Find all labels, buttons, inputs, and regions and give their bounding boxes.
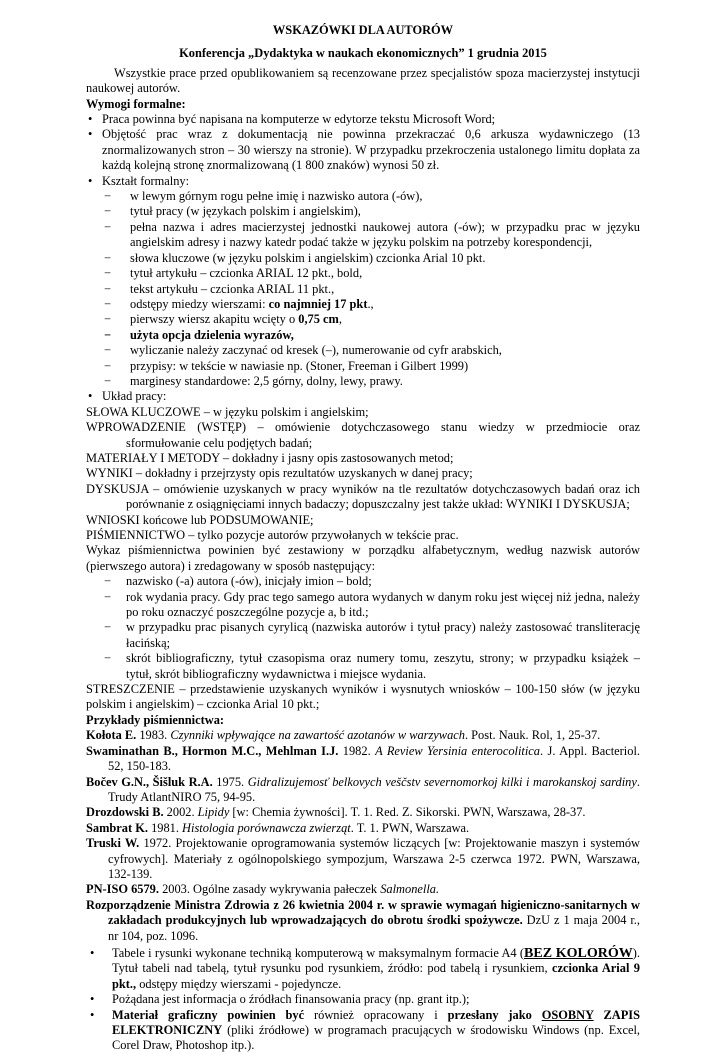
list-item: − pełna nazwa i adres macierzystej jednostki naukowej autora (-ów); w przypadku prac w języku angielskim adresy i nazwy katedr podać także w języku polskim na potrzeby korespondencji,	[86, 220, 640, 251]
formal-shape-list	[86, 189, 640, 389]
formal-requirements-heading: Wymogi formalne:	[86, 96, 186, 111]
list-item: − nazwisko (-a) autora (-ów), inicjały imion – bold;	[86, 574, 640, 589]
list-item: − pierwszy wiersz akapitu wcięty o 0,75 cm,	[86, 312, 640, 327]
list-item: • Tabele i rysunki wykonane techniką komputerową w maksymalnym formacie A4 (BEZ KOLORÓW). Tytuł tabeli nad tabelą, tytuł rysunku pod rysunkiem, źródło: pod tabelą i rysunkiem, czcionka Arial 9 pkt., odstępy między wierszami - pojedyncze.	[86, 946, 640, 992]
layout-introduction: WPROWADZENIE (WSTĘP) – omówienie dotychczasowego stanu wiedzy w przedmiocie oraz sformułowanie celu podjętych badań;	[86, 420, 640, 450]
formal-shape-label: Kształt formalny:	[102, 173, 190, 188]
list-item: − skrót bibliograficzny, tytuł czasopisma oraz numery tomu, zeszytu, strony; w przypadku książek – tytuł, skrót bibliograficzny wydawnictwa i miejsce wydania.	[86, 651, 640, 682]
final-requirements-list	[86, 946, 640, 1054]
list-item: − w przypadku prac pisanych cyrylicą (nazwiska autorów i tytuł pracy) należy zastosować transliterację łacińską;	[86, 620, 640, 651]
layout-abstract: STRESZCZENIE – przedstawienie uzyskanych wyników i wysnutych wniosków – 100-150 słów (w języku polskim i angielskim) – czcionka Arial 10 pkt.;	[86, 682, 640, 712]
list-item: • Praca powinna być napisana na komputerze w edytorze tekstu Microsoft Word;	[86, 112, 640, 127]
reference-entry: Swaminathan B., Hormon M.C., Mehlman I.J. 1982. A Review Yersinia enterocolitica. J. Appl. Bacteriol. 52, 150-183.	[86, 743, 640, 774]
list-item: − przypisy: w tekście w nawiasie np. (Stoner, Freeman i Gilbert 1999)	[86, 359, 640, 374]
reference-entry: Truski W. 1972. Projektowanie oprogramowania systemów liczących [w: Projektowanie maszyn i systemów cyfrowych]. Materiały z ogólnopolskiego sympozjum, Warszawa 2-5 czerwca 1972. PWN, Warszawa, 132-139.	[86, 836, 640, 881]
list-item: − marginesy standardowe: 2,5 górny, dolny, lewy, prawy.	[86, 374, 640, 389]
references-instructions: Wykaz piśmiennictwa powinien być zestawiony w porządku alfabetycznym, według nazwisk autorów (pierwszego autora) i zredagowany w sposób następujący:	[86, 543, 640, 573]
list-item: − w lewym górnym rogu pełne imię i nazwisko autora (-ów),	[86, 189, 640, 204]
reference-entry: Bočev G.N., Šišluk R.A. 1975. Gidralizujemosť belkovych veščstv severnomorkoj kilki i marokanskoj sardiny. Trudy AtlantNIRO 75, 94-95.	[86, 774, 640, 804]
examples-heading: Przykłady piśmiennictwa:	[86, 712, 225, 727]
reference-entry: Drozdowski B. 2002. Lipidy [w: Chemia żywności]. T. 1. Red. Z. Sikorski. PWN, Warszawa, 28-37.	[86, 805, 586, 820]
formal-requirements-list	[86, 112, 640, 405]
list-item: − odstępy miedzy wierszami: co najmniej 17 pkt.,	[86, 297, 640, 312]
list-item: − tytuł pracy (w językach polskim i angielskim),	[86, 204, 640, 219]
list-item: • Pożądana jest informacja o źródłach finansowania pracy (np. grant itp.);	[86, 992, 640, 1007]
list-item: − wyliczanie należy zaczynać od kresek (–), numerowanie od cyfr arabskich,	[86, 343, 640, 358]
references-format-list	[86, 574, 640, 682]
reference-entry: Kołota E. 1983. Czynniki wpływające na zawartość azotanów w warzywach. Post. Nauk. Rol, 1, 25-37.	[86, 728, 601, 743]
layout-keywords: SŁOWA KLUCZOWE – w języku polskim i angielskim;	[86, 404, 369, 419]
reference-entry: PN-ISO 6579. 2003. Ogólne zasady wykrywania pałeczek Salmonella.	[86, 882, 440, 897]
layout-materials: MATERIAŁY I METODY – dokładny i jasny opis zastosowanych metod;	[86, 450, 454, 465]
reference-entry: Sambrat K. 1981. Histologia porównawcza zwierząt. T. 1. PWN, Warszawa.	[86, 820, 470, 835]
reference-entry: Rozporządzenie Ministra Zdrowia z 26 kwietnia 2004 r. w sprawie wymagań higieniczno-sanitarnych w zakładach produkcyjnych lub wprowadzających do obrotu środki spożywcze. DzU z 1 maja 2004 r., nr 104, poz. 1096.	[86, 897, 640, 943]
list-item: − słowa kluczowe (w języku polskim i angielskim) czcionka Arial 10 pkt.	[86, 251, 640, 266]
list-item: − tekst artykułu – czcionka ARIAL 11 pkt.,	[86, 282, 640, 297]
list-item: − użyta opcja dzielenia wyrazów,	[86, 328, 640, 343]
list-item: • Materiał graficzny powinien być również opracowany i przesłany jako OSOBNY ZAPIS ELEKTRONICZNY (pliki źródłowe) w programach pracujących w środowisku Windows (np. Excel, Corel Draw, Photoshop itp.).	[86, 1008, 640, 1054]
list-item: − rok wydania pracy. Gdy prac tego samego autora wydanych w danym roku jest więcej niż jedna, należy po roku oznaczyć poszczególne pozycje a, b itd.;	[86, 590, 640, 621]
layout-references: PIŚMIENNICTWO – tylko pozycje autorów przywołanych w tekście prac.	[86, 528, 459, 542]
intro-paragraph: Wszystkie prace przed opublikowaniem są recenzowane przez specjalistów spoza macierzystej instytucji naukowej autorów.	[86, 65, 640, 96]
conference-subtitle: Konferencja „Dydaktyka w naukach ekonomicznych” 1 grudnia 2015	[179, 46, 547, 61]
layout-discussion: DYSKUSJA – omówienie uzyskanych w pracy wyników na tle rezultatów dotychczasowych badań oraz ich porównanie z osiągnięciami innych badaczy; dopuszczalny jest także układ: WYNIKI I DYSKUSJA;	[86, 481, 640, 512]
list-item: • Układ pracy:	[86, 389, 640, 404]
list-item: − tytuł artykułu – czcionka ARIAL 12 pkt., bold,	[86, 266, 640, 281]
list-item: • Objętość prac wraz z dokumentacją nie powinna przekraczać 0,6 arkusza wydawniczego (13 znormalizowanych stron – 30 wierszy na stronie). W przypadku przekroczenia ustalonego limitu dopłata za każdą kolejną stronę znormalizowaną (1 800 znaków) wynosi 50 zł.	[86, 127, 640, 173]
layout-conclusions: WNIOSKI końcowe lub PODSUMOWANIE;	[86, 512, 314, 527]
layout-results: WYNIKI – dokładny i przejrzysty opis rezultatów uzyskanych w danej pracy;	[86, 466, 473, 481]
page-title: WSKAZÓWKI DLA AUTORÓW	[272, 23, 454, 37]
list-item	[86, 174, 640, 390]
